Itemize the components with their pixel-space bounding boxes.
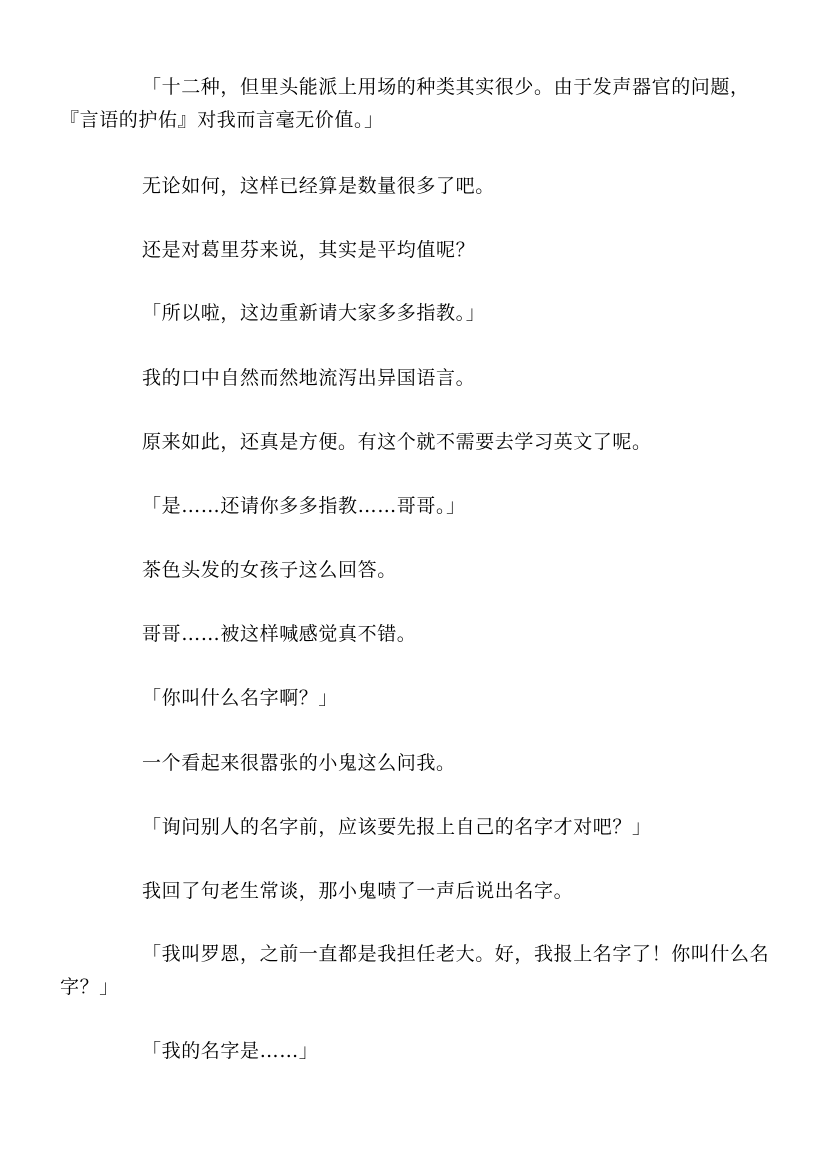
paragraph: 「十二种，但里头能派上用场的种类其实很少。由于发声器官的问题，『言语的护佑』对我而言毫无价值。」 (60, 76, 750, 131)
paragraph: 「所以啦，这边重新请大家多多指教。」 (142, 302, 486, 324)
paragraph: 「我叫罗恩，之前一直都是我担任老大。好，我报上名字了！你叫什么名字？」 (60, 943, 770, 998)
paragraph: 哥哥……被这样喊感觉真不错。 (142, 623, 417, 645)
paragraph: 无论如何，这样已经算是数量很多了吧。 (142, 175, 495, 197)
paragraph: 「你叫什么名字啊？」 (142, 687, 339, 709)
paragraph: 「询问别人的名字前，应该要先报上自己的名字才对吧？」 (142, 816, 652, 838)
paragraph: 「我的名字是……」 (142, 1040, 319, 1062)
paragraph: 原来如此，还真是方便。有这个就不需要去学习英文了呢。 (142, 431, 652, 453)
paragraph: 一个看起来很嚣张的小鬼这么问我。 (142, 752, 456, 774)
paragraph: 茶色头发的女孩子这么回答。 (142, 559, 397, 581)
paragraph: 我回了句老生常谈，那小鬼啧了一声后说出名字。 (142, 880, 574, 902)
paragraph: 还是对葛里芬来说，其实是平均值呢？ (142, 239, 476, 261)
paragraph: 我的口中自然而然地流泻出异国语言。 (142, 367, 476, 389)
paragraph: 「是……还请你多多指教……哥哥。」 (142, 495, 466, 517)
